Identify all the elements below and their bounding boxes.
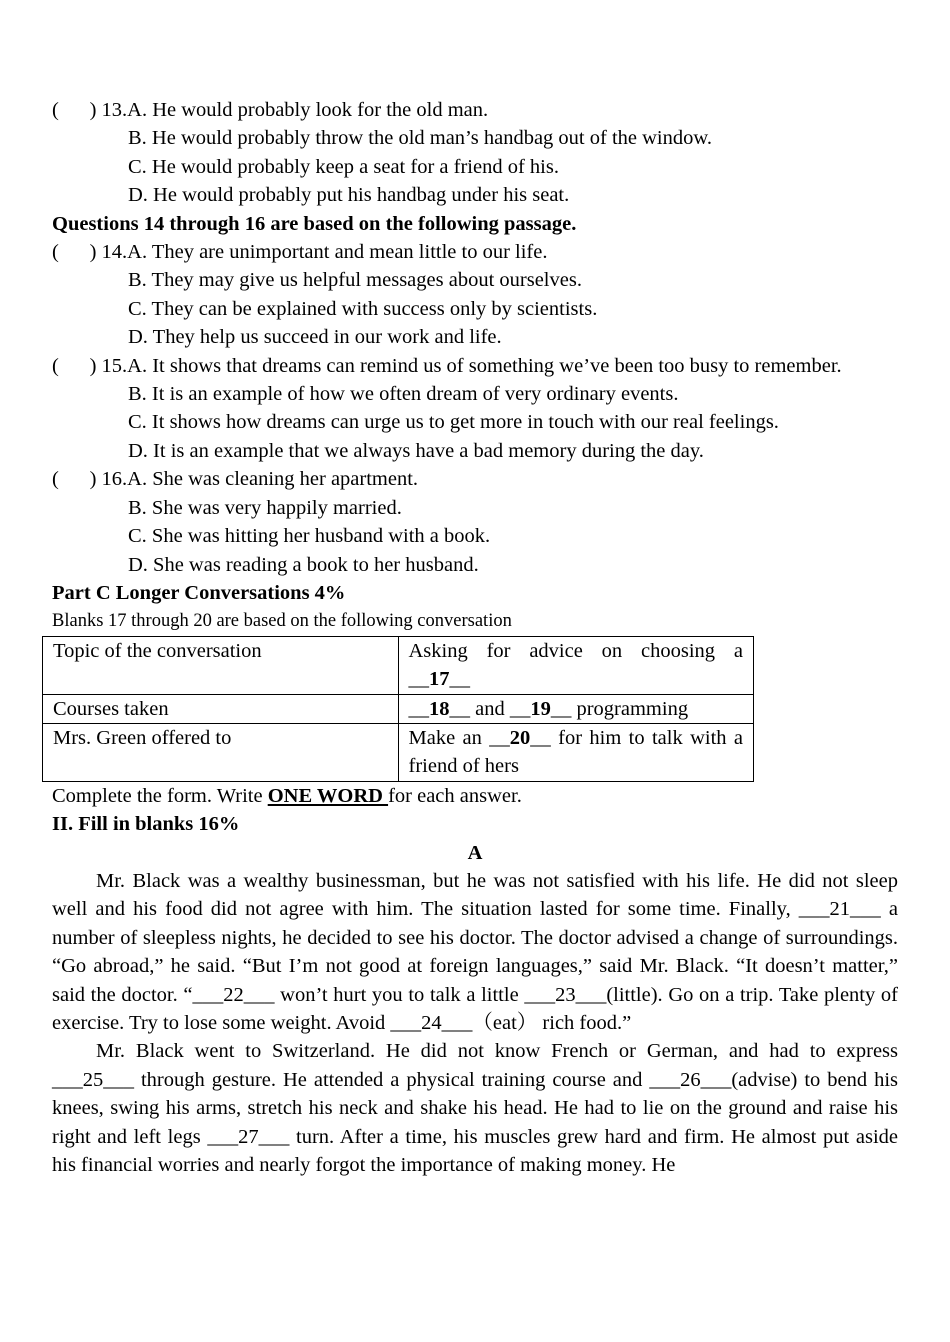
q13-option-b: B. He would probably throw the old man’s handbag out of the window.: [128, 127, 712, 150]
blank-20: 20: [509, 726, 531, 749]
form-value-courses: __18__ and __19__ programming: [398, 694, 754, 723]
instruction-one-word: ONE WORD: [267, 784, 389, 807]
form-row-topic: [43, 636, 754, 694]
form-row-offer: [43, 723, 754, 781]
q16-option-d: D. She was reading a book to her husband.: [128, 553, 479, 576]
passage-paragraph-2: Mr. Black went to Switzerland. He did not know French or German, and had to express ___25___ through gesture. He attended a physical training course and ___26___(advise) to bend his knees, swing his arms, stretch his neck and shake his head. He had to lie on the ground and raise his right and left legs ___27___ turn. After a time, his muscles grew hard and firm. He almost put aside his financial worries and nearly forgot the importance of making money. He: [52, 1040, 898, 1177]
q15-prefix: ( ) 15.: [52, 354, 128, 377]
passage-letter: A: [467, 841, 483, 864]
q14-option-c: C. They can be explained with success only by scientists.: [128, 297, 598, 320]
q16-option-b: B. She was very happily married.: [128, 496, 402, 519]
form-label-topic: Topic of the conversation: [43, 636, 399, 694]
question-14: [52, 238, 898, 352]
q13-prefix: ( ) 13.: [52, 99, 128, 121]
section-ii-heading: II. Fill in blanks 16%: [52, 813, 240, 836]
form-value-topic: Asking for advice on choosing a __17__: [398, 636, 754, 694]
part-c-intro: Blanks 17 through 20 are based on the following conversation: [52, 611, 512, 632]
form-row-courses: [43, 694, 754, 723]
blank-18: 18: [429, 697, 450, 720]
blank-17: 17: [429, 668, 450, 691]
q14-option-a: A. They are unimportant and mean little to our life.: [127, 241, 548, 264]
q16-prefix: ( ) 16.: [52, 468, 128, 491]
q14-prefix: ( ) 14.: [52, 241, 128, 264]
form-instruction: Complete the form. Write ONE WORD for each answer.: [52, 784, 522, 807]
q15-option-b: B. It is an example of how we often dream of very ordinary events.: [128, 383, 679, 406]
form-value-topic-line1: Asking for advice on choosing a: [408, 639, 743, 662]
form-value-offer: Make an __20__ for him to talk with a friend of hers: [398, 723, 754, 781]
passage-paragraph-1: Mr. Black was a wealthy businessman, but he was not satisfied with his life. He did not sleep well and his food did not agree with him. The situation lasted for some time. Finally, ___21___ a number of sleepless nights, he decided to see his doctor. The doctor advised a change of surroundings. “Go abroad,” he said. “But I’m not good at foreign languages,” said Mr. Black. “It doesn’t matter,” said the doctor. “___22___ won’t hurt you to talk a little ___23___(little). Go on a trip. Take plenty of exercise. Try to lose some weight. Avoid ___24___（eat） rich food.”: [52, 869, 898, 1034]
form-label-offer: Mrs. Green offered to: [43, 723, 399, 781]
q14-option-b: B. They may give us helpful messages about ourselves.: [128, 269, 582, 292]
form-label-courses: Courses taken: [43, 694, 399, 723]
exam-page: [52, 96, 898, 1179]
q15-option-a: A. It shows that dreams can remind us of something we’ve been too busy to remember.: [127, 354, 842, 377]
conversation-form-table: [42, 636, 754, 782]
q15-option-d: D. It is an example that we always have a bad memory during the day.: [128, 439, 704, 462]
q13-option-d: D. He would probably put his handbag under his seat.: [128, 184, 570, 207]
question-15: [52, 352, 898, 466]
q13-option-a: A. He would probably look for the old man.: [127, 99, 489, 121]
q15-option-c: C. It shows how dreams can urge us to get more in touch with our real feelings.: [128, 411, 779, 434]
heading-questions-14-16: Questions 14 through 16 are based on the following passage.: [52, 212, 577, 235]
part-c-heading: Part C Longer Conversations 4%: [52, 581, 346, 604]
question-13: [52, 96, 898, 210]
blank-19: 19: [530, 697, 551, 720]
q16-option-c: C. She was hitting her husband with a book.: [128, 525, 491, 548]
question-16: [52, 465, 898, 579]
q14-option-d: D. They help us succeed in our work and life.: [128, 326, 502, 349]
q13-option-c: C. He would probably keep a seat for a friend of his.: [128, 155, 559, 178]
q16-option-a: A. She was cleaning her apartment.: [127, 468, 419, 491]
